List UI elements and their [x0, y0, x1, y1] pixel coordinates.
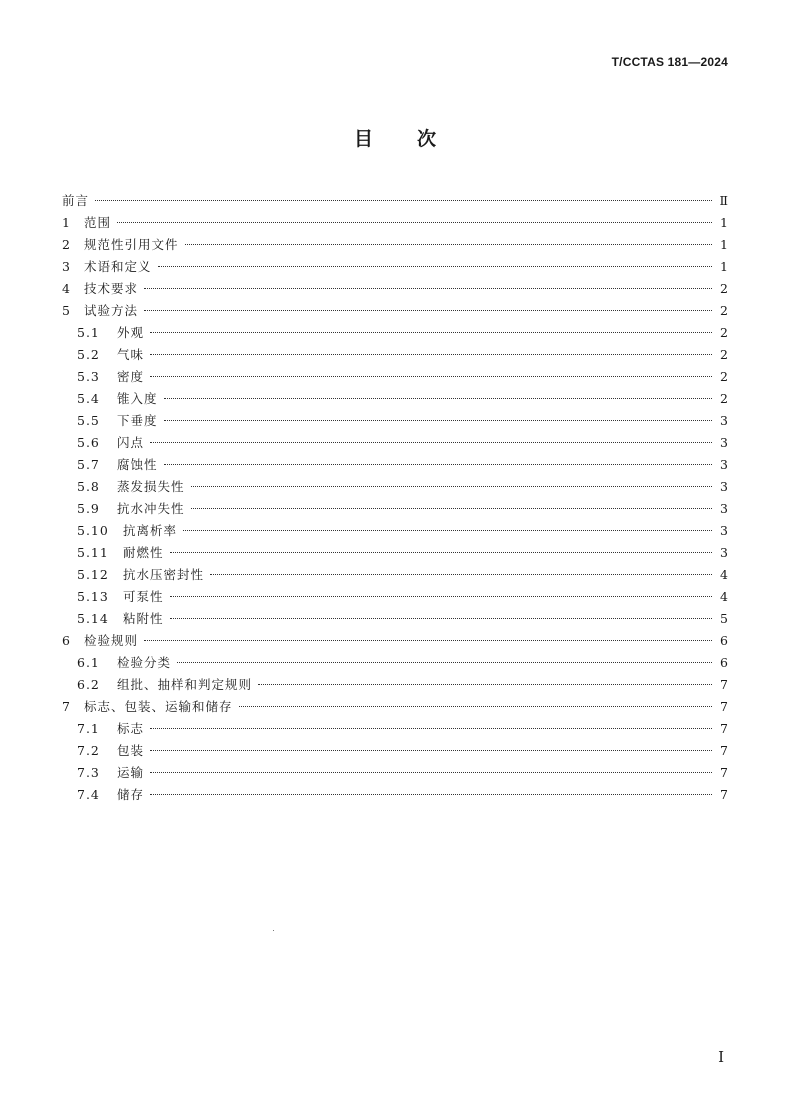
- toc-entry[interactable]: [62, 498, 728, 520]
- toc-entry-label: 前言: [62, 193, 90, 208]
- toc-entry-page: 3: [720, 413, 728, 428]
- toc-entry[interactable]: [62, 652, 728, 674]
- toc-dot-leader: [177, 662, 712, 663]
- toc-entry[interactable]: [62, 410, 728, 432]
- toc-entry-number: 5.11: [77, 545, 109, 560]
- toc-dot-leader: [117, 222, 712, 223]
- toc-entry[interactable]: [62, 674, 728, 696]
- toc-entry-label: 储存: [117, 787, 145, 802]
- toc-entry-page: 1: [720, 259, 728, 274]
- toc-entry-number: 5.1: [77, 325, 100, 340]
- toc-entry-number: 7.4: [77, 787, 100, 802]
- toc-entry-number: 5.14: [77, 611, 109, 626]
- toc-entry[interactable]: [62, 256, 728, 278]
- toc-entry-page: 4: [720, 589, 728, 604]
- toc-dot-leader: [150, 728, 712, 729]
- toc-dot-leader: [95, 200, 712, 201]
- toc-entry[interactable]: [62, 432, 728, 454]
- toc-entry-label: 蒸发损失性: [117, 479, 185, 494]
- toc-entry-page: 7: [720, 743, 728, 758]
- toc-entry-label: 抗离析率: [123, 523, 178, 538]
- toc-entry-label: 腐蚀性: [117, 457, 158, 472]
- toc-entry-number: 5.3: [77, 369, 100, 384]
- toc-dot-leader: [170, 618, 712, 619]
- toc-dot-leader: [158, 266, 712, 267]
- toc-entry-label: 包装: [117, 743, 145, 758]
- toc-entry[interactable]: [62, 476, 728, 498]
- toc-entry-page: 7: [720, 677, 728, 692]
- toc-entry-page: 4: [720, 567, 728, 582]
- toc-dot-leader: [185, 244, 712, 245]
- toc-dot-leader: [150, 750, 712, 751]
- toc-entry-label: 标志: [117, 721, 145, 736]
- toc-entry[interactable]: [62, 234, 728, 256]
- toc-entry-label: 抗水压密封性: [123, 567, 205, 582]
- toc-entry-label: 密度: [117, 369, 145, 384]
- footer-page-number: I: [718, 1048, 724, 1066]
- toc-entry-page: 1: [720, 237, 728, 252]
- toc-entry[interactable]: [62, 212, 728, 234]
- toc-dot-leader: [191, 508, 712, 509]
- toc-entry-number: 5.13: [77, 589, 109, 604]
- toc-entry-page: 3: [720, 435, 728, 450]
- toc-entry[interactable]: [62, 586, 728, 608]
- table-of-contents: [62, 190, 728, 806]
- toc-entry-label: 下垂度: [117, 413, 158, 428]
- toc-entry-page: 3: [720, 545, 728, 560]
- toc-entry[interactable]: [62, 784, 728, 806]
- toc-entry-number: 7: [62, 699, 71, 714]
- toc-dot-leader: [150, 794, 712, 795]
- toc-entry-number: 5.5: [77, 413, 100, 428]
- toc-entry-number: 6.2: [77, 677, 100, 692]
- toc-entry[interactable]: [62, 190, 728, 212]
- toc-dot-leader: [258, 684, 712, 685]
- toc-entry-page: 2: [720, 391, 728, 406]
- toc-entry-label: 运输: [117, 765, 145, 780]
- toc-entry-number: 7.2: [77, 743, 100, 758]
- toc-entry-page: 2: [720, 325, 728, 340]
- toc-dot-leader: [144, 288, 712, 289]
- toc-entry-number: 5.6: [77, 435, 100, 450]
- toc-entry-number: 5.4: [77, 391, 100, 406]
- toc-entry-label: 技术要求: [84, 281, 139, 296]
- toc-dot-leader: [150, 376, 712, 377]
- toc-entry[interactable]: [62, 278, 728, 300]
- toc-entry-page: Ⅱ: [719, 193, 728, 208]
- page-title: [0, 124, 790, 151]
- toc-entry-page: 3: [720, 479, 728, 494]
- toc-entry-label: 试验方法: [84, 303, 139, 318]
- toc-entry[interactable]: [62, 608, 728, 630]
- toc-entry-page: 2: [720, 369, 728, 384]
- toc-entry-number: 5.7: [77, 457, 100, 472]
- toc-dot-leader: [239, 706, 712, 707]
- toc-entry[interactable]: [62, 718, 728, 740]
- toc-entry-number: 7.1: [77, 721, 100, 736]
- toc-dot-leader: [144, 310, 712, 311]
- toc-entry[interactable]: [62, 762, 728, 784]
- title-part-2: 次: [417, 128, 437, 150]
- document-code: T/CCTAS 181—2024: [611, 55, 728, 69]
- toc-entry-number: 5.12: [77, 567, 109, 582]
- toc-entry-page: 2: [720, 281, 728, 296]
- toc-dot-leader: [150, 442, 712, 443]
- toc-dot-leader: [210, 574, 712, 575]
- toc-entry-page: 1: [720, 215, 728, 230]
- toc-entry-page: 3: [720, 457, 728, 472]
- toc-entry[interactable]: [62, 520, 728, 542]
- toc-entry-label: 规范性引用文件: [84, 237, 179, 252]
- toc-entry[interactable]: [62, 322, 728, 344]
- toc-entry-page: 3: [720, 501, 728, 516]
- toc-entry-number: 5.2: [77, 347, 100, 362]
- toc-entry-number: 5.10: [77, 523, 109, 538]
- toc-dot-leader: [183, 530, 712, 531]
- toc-entry[interactable]: [62, 454, 728, 476]
- toc-entry-page: 6: [720, 655, 728, 670]
- toc-entry-label: 耐燃性: [123, 545, 164, 560]
- toc-entry-label: 气味: [117, 347, 145, 362]
- toc-entry-label: 标志、包装、运输和储存: [84, 699, 233, 714]
- toc-entry-label: 闪点: [117, 435, 145, 450]
- toc-entry-number: 2: [62, 237, 71, 252]
- toc-entry-label: 检验分类: [117, 655, 172, 670]
- toc-entry-label: 锥入度: [117, 391, 158, 406]
- toc-entry-label: 范围: [84, 215, 112, 230]
- scan-speck: [273, 930, 274, 931]
- toc-dot-leader: [164, 398, 712, 399]
- toc-entry[interactable]: [62, 344, 728, 366]
- toc-entry[interactable]: [62, 630, 728, 652]
- toc-entry-number: 1: [62, 215, 71, 230]
- toc-entry[interactable]: [62, 740, 728, 762]
- toc-entry-number: 5.8: [77, 479, 100, 494]
- toc-entry-page: 7: [720, 699, 728, 714]
- toc-entry-label: 组批、抽样和判定规则: [117, 677, 253, 692]
- toc-entry[interactable]: [62, 366, 728, 388]
- toc-dot-leader: [164, 464, 712, 465]
- toc-entry-label: 粘附性: [123, 611, 164, 626]
- toc-entry-page: 6: [720, 633, 728, 648]
- toc-entry-page: 7: [720, 721, 728, 736]
- toc-dot-leader: [150, 772, 712, 773]
- toc-entry-number: 6.1: [77, 655, 100, 670]
- toc-entry-label: 可泵性: [123, 589, 164, 604]
- toc-dot-leader: [191, 486, 712, 487]
- toc-dot-leader: [150, 354, 712, 355]
- toc-entry-page: 7: [720, 787, 728, 802]
- toc-dot-leader: [170, 596, 712, 597]
- toc-dot-leader: [144, 640, 712, 641]
- toc-entry[interactable]: [62, 388, 728, 410]
- toc-entry[interactable]: [62, 300, 728, 322]
- toc-entry-page: 2: [720, 303, 728, 318]
- toc-entry-number: 5.9: [77, 501, 100, 516]
- toc-entry-number: 4: [62, 281, 71, 296]
- toc-entry-number: 7.3: [77, 765, 100, 780]
- toc-entry[interactable]: [62, 696, 728, 718]
- toc-entry-number: 5: [62, 303, 71, 318]
- toc-entry-page: 5: [720, 611, 728, 626]
- toc-dot-leader: [164, 420, 712, 421]
- toc-dot-leader: [170, 552, 712, 553]
- toc-entry-number: 6: [62, 633, 71, 648]
- toc-entry-label: 检验规则: [84, 633, 139, 648]
- toc-entry-number: 3: [62, 259, 71, 274]
- toc-entry-label: 抗水冲失性: [117, 501, 185, 516]
- toc-entry-label: 术语和定义: [84, 259, 152, 274]
- toc-entry-label: 外观: [117, 325, 145, 340]
- toc-entry[interactable]: [62, 542, 728, 564]
- toc-entry-page: 2: [720, 347, 728, 362]
- title-part-1: 目: [353, 128, 373, 150]
- toc-dot-leader: [150, 332, 712, 333]
- toc-entry-page: 3: [720, 523, 728, 538]
- toc-entry-page: 7: [720, 765, 728, 780]
- toc-entry[interactable]: [62, 564, 728, 586]
